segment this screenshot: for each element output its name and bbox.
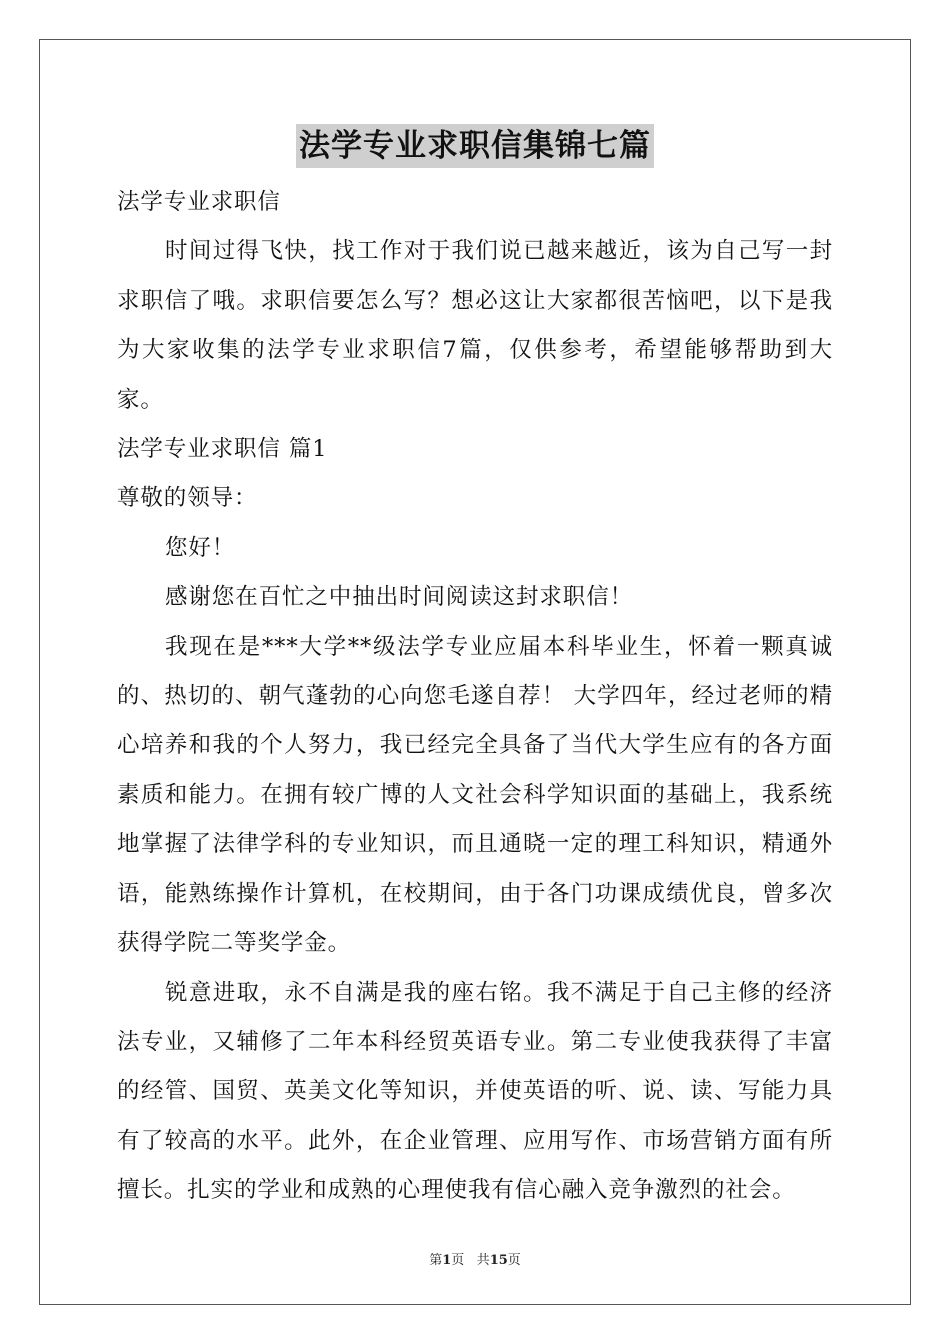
salutation: 尊敬的领导： — [117, 485, 258, 512]
total-suffix: 页 — [507, 1253, 521, 1268]
paragraph: 我现在是***大学**级法学专业应届本科毕业生，怀着一颗真诚的、热切的、朝气蓬勃的心向您毛遂自荐！ 大学四年，经过老师的精心培养和我的个人努力，我已经完全具备了当代大学生应有的各方面素质和能力。在拥有较广博的人文社会科学知识面的基础上，我系统地掌握了法律学科的专业知识，而且通晓一定的理工科知识，精通外语，能熟练操作计算机，在校期间，由于各门功课成绩优良，曾多次获得学院二等奖学金。 — [117, 633, 833, 957]
document-title: 法学专业求职信集锦七篇 — [296, 124, 654, 168]
paragraph: 时间过得飞快，找工作对于我们说已越来越近，该为自己写一封求职信了哦。求职信要怎么写？想必这让大家都很苦恼吧，以下是我为大家收集的法学专业求职信7篇，仅供参考，希望能够帮助到大家。 — [117, 238, 833, 413]
total-pages: 15 — [489, 1253, 508, 1268]
document-title-block — [0, 124, 950, 168]
paragraph: 锐意进取，永不自满是我的座右铭。我不满足于自己主修的经济法专业，又辅修了二年本科经贸英语专业。第二专业使我获得了丰富的经管、国贸、英美文化等知识，并使英语的听、说、读、写能力具有了较高的水平。此外，在企业管理、应用写作、市场营销方面有所擅长。扎实的学业和成熟的心理使我有信心融入竞争激烈的社会。 — [117, 979, 833, 1204]
paragraph: 法学专业求职信 — [117, 189, 281, 215]
document-body — [117, 178, 833, 1216]
page-footer — [0, 1249, 950, 1268]
section-heading: 法学专业求职信 篇1 — [117, 436, 328, 463]
paragraph: 感谢您在百忙之中抽出时间阅读这封求职信！ — [165, 584, 634, 611]
total-prefix: 共 — [476, 1253, 490, 1268]
page-suffix: 页 — [451, 1253, 465, 1268]
page-number: 1 — [442, 1253, 452, 1268]
greeting: 您好！ — [165, 534, 236, 561]
page-prefix: 第 — [429, 1253, 443, 1268]
